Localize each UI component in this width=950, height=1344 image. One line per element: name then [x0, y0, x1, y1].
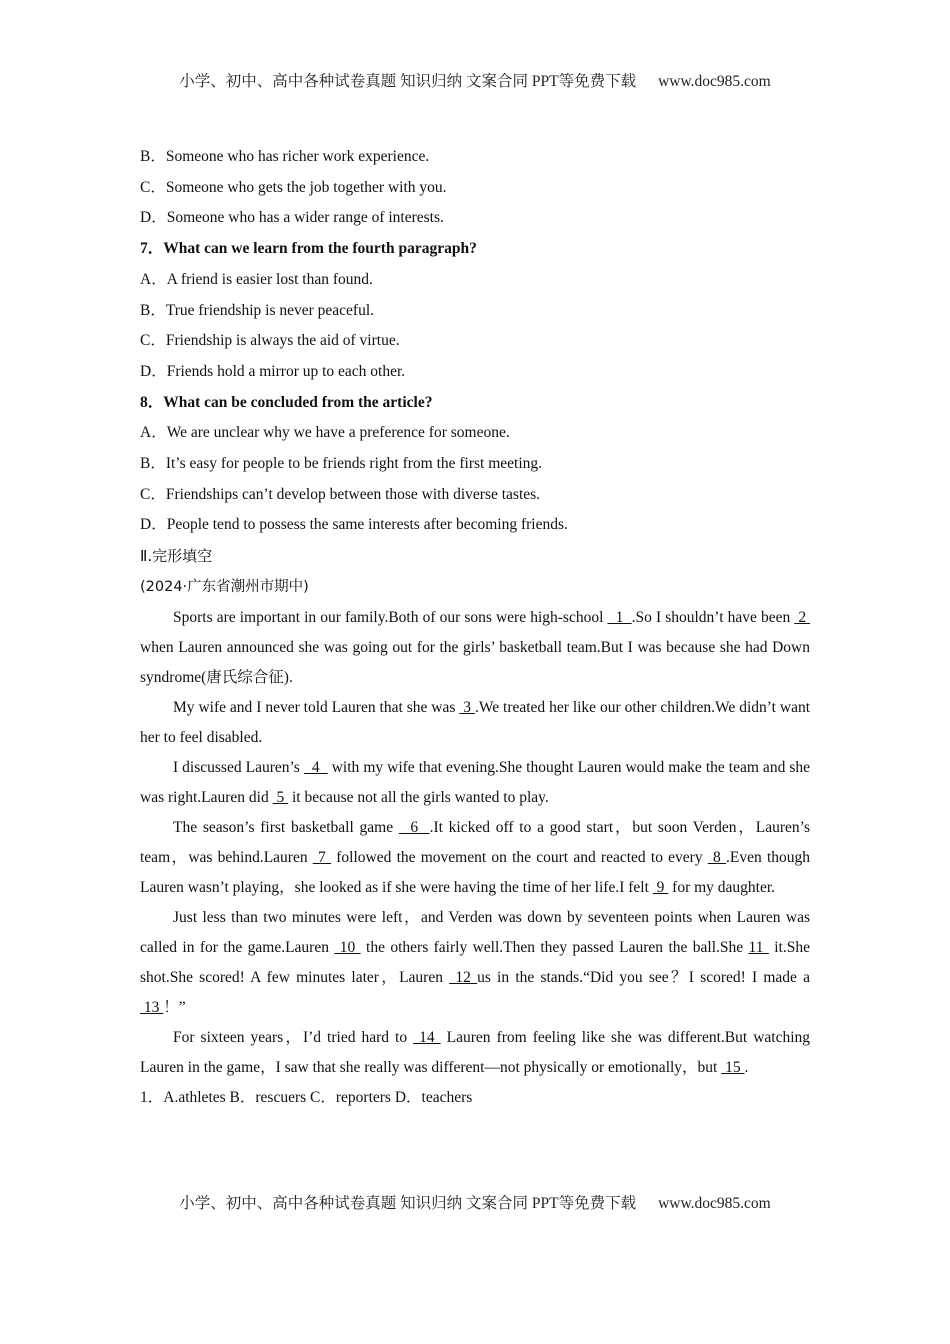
- page-header: [0, 69, 950, 91]
- blank-9: 9: [652, 878, 669, 896]
- blank-7: 7: [312, 848, 332, 866]
- cloze-text: I discussed Lauren’s: [173, 758, 304, 776]
- cloze-text: For sixteen years，I’d tried hard to: [173, 1028, 414, 1046]
- cloze-text: with my wife that evening.She thought Lauren would make the team and she was right.Lauren did: [140, 758, 810, 806]
- cloze-paragraph-4: [140, 813, 810, 903]
- q7-stem: 7．What can we learn from the fourth paragraph?: [140, 240, 477, 258]
- cloze-text: when Lauren announced she was going out for the girls’ basketball team.But I was because she had Down syndrome(唐氏综合征).: [140, 638, 810, 686]
- q8-stem: 8．What can be concluded from the article?: [140, 393, 433, 411]
- cloze-paragraph-2: [140, 693, 810, 753]
- page-footer: [0, 1191, 950, 1213]
- cloze-text: for my daughter.: [668, 878, 776, 896]
- blank-10: 10: [334, 938, 361, 956]
- q6-option-d: D．Someone who has a wider range of interests.: [140, 209, 444, 227]
- cloze-text: ！”: [163, 998, 186, 1016]
- blank-13: 13: [140, 998, 164, 1016]
- blank-1: 1: [607, 608, 632, 626]
- cloze-paragraph-1: [140, 603, 810, 693]
- blank-12: 12: [449, 968, 478, 986]
- blank-5: 5: [272, 788, 289, 806]
- blank-15: 15: [721, 1058, 745, 1076]
- cloze-text: .It kicked off to a good start，but soon Verden，Lauren’s team，was behind.Lauren: [140, 818, 811, 866]
- blank-3: 3: [459, 698, 475, 716]
- q7-option-d: D．Friends hold a mirror up to each other.: [140, 362, 406, 380]
- q8-option-a: A．We are unclear why we have a preference for someone.: [140, 424, 510, 442]
- q8-option-b: B．It’s easy for people to be friends right from the first meeting.: [140, 455, 543, 473]
- cloze-text: .Even though Lauren wasn’t playing，she looked as if she were having the time of her life.I felt: [140, 848, 811, 896]
- cloze-text: followed the movement on the court and reacted to every: [331, 848, 708, 866]
- blank-8: 8: [707, 848, 727, 866]
- q8-option-c: C．Friendships can’t develop between those with diverse tastes.: [140, 485, 541, 503]
- blank-6: 6: [398, 818, 430, 836]
- header-text: 小学、初中、高中各种试卷真题 知识归纳 文案合同 PPT等免费下载: [179, 73, 637, 90]
- footer-site: www.doc985.com: [658, 1195, 771, 1212]
- footer-text: 小学、初中、高中各种试卷真题 知识归纳 文案合同 PPT等免费下载: [179, 1195, 637, 1212]
- cloze-text: .So I shouldn’t have been: [631, 608, 795, 626]
- q7-option-b: B．True friendship is never peaceful.: [140, 301, 375, 319]
- cloze-text: Just less than two minutes were left，and Verden was down by seventeen points when Lauren was called in for the game.Lauren: [140, 908, 810, 956]
- blank-14: 14: [413, 1028, 441, 1046]
- cloze-text: .We treated her like our other children.We didn’t want her to feel disabled.: [140, 698, 811, 746]
- cloze-text: Lauren from feeling like she was different.But watching Lauren in the game，I saw that she really was different—not physically or emotionally，but: [140, 1028, 811, 1076]
- header-site: www.doc985.com: [658, 73, 771, 90]
- document-body: [140, 142, 810, 1113]
- cloze-paragraph-6: [140, 1023, 810, 1083]
- blank-4: 4: [303, 758, 328, 776]
- cloze-text: My wife and I never told Lauren that she was: [173, 698, 460, 716]
- q1-options: 1．A.athletes B．rescuers C．reporters D．teachers: [140, 1088, 473, 1106]
- section-title: Ⅱ.完形填空: [140, 547, 213, 566]
- cloze-text: the others fairly well.Then they passed Lauren the ball.She: [360, 938, 749, 956]
- q8-option-d: D．People tend to possess the same interests after becoming friends.: [140, 516, 568, 534]
- cloze-text: Sports are important in our family.Both of our sons were high-school: [173, 608, 608, 626]
- blank-11: 11: [748, 938, 769, 956]
- cloze-text: .: [744, 1058, 749, 1076]
- cloze-text: The season’s first basketball game: [173, 818, 399, 836]
- cloze-text: it because not all the girls wanted to play.: [288, 788, 549, 806]
- cloze-text: us in the stands.“Did you see？I scored! I made a: [477, 968, 810, 986]
- q7-option-c: C．Friendship is always the aid of virtue.: [140, 332, 400, 350]
- q6-option-c: C．Someone who gets the job together with you.: [140, 178, 447, 196]
- section-source: (2024·广东省潮州市期中): [140, 578, 309, 595]
- blank-2: 2: [794, 608, 811, 626]
- cloze-text: it.She shot.She scored! A few minutes later，Lauren: [140, 938, 810, 986]
- cloze-paragraph-5: [140, 903, 810, 1023]
- q7-option-a: A．A friend is easier lost than found.: [140, 270, 373, 288]
- q6-option-b: B．Someone who has richer work experience.: [140, 148, 430, 165]
- cloze-paragraph-3: [140, 753, 810, 813]
